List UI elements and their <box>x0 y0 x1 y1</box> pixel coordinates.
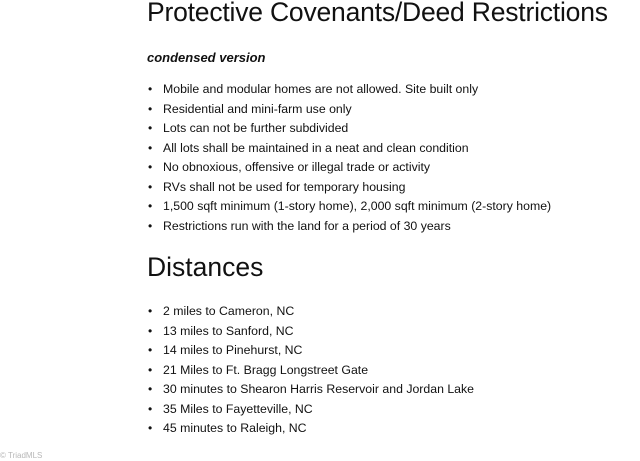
distance-text: 30 minutes to Shearon Harris Reservoir and Jordan Lake <box>163 382 475 396</box>
list-item <box>147 341 474 361</box>
covenants-heading: Protective Covenants/Deed Restrictions <box>147 0 608 27</box>
bullet-icon: • <box>148 121 153 135</box>
restriction-text: Restrictions run with the land for a period of 30 years <box>163 218 451 233</box>
list-item <box>147 361 474 381</box>
list-item <box>147 302 474 322</box>
distances-list <box>147 302 474 439</box>
bullet-icon: • <box>148 140 153 155</box>
list-item <box>147 400 474 420</box>
list-item <box>147 119 551 139</box>
mls-watermark: © TriadMLS <box>0 451 43 460</box>
restriction-text: 1,500 sqft minimum (1-story home), 2,000 sqft minimum (2-story home) <box>163 199 552 213</box>
bullet-icon: • <box>148 323 153 338</box>
list-item <box>147 178 551 198</box>
bullet-icon: • <box>148 421 153 435</box>
distance-text: 21 Miles to Ft. Bragg Longstreet Gate <box>163 362 369 377</box>
bullet-icon: • <box>148 82 153 96</box>
restriction-text: Mobile and modular homes are not allowed. Site built only <box>163 82 479 96</box>
distance-text: 13 miles to Sanford, NC <box>163 323 294 338</box>
restriction-text: Lots can not be further subdivided <box>163 121 349 135</box>
list-item <box>147 158 551 178</box>
bullet-icon: • <box>148 218 153 233</box>
distance-text: 14 miles to Pinehurst, NC <box>163 343 303 357</box>
list-item <box>147 80 551 100</box>
list-item <box>147 139 551 159</box>
restrictions-list <box>147 80 551 236</box>
condensed-version-subtitle: condensed version <box>147 50 266 65</box>
list-item <box>147 322 474 342</box>
bullet-icon: • <box>148 382 153 396</box>
restriction-text: No obnoxious, offensive or illegal trade or activity <box>163 160 431 174</box>
distance-text: 45 minutes to Raleigh, NC <box>163 421 307 435</box>
list-item <box>147 100 551 120</box>
list-item <box>147 217 551 237</box>
bullet-icon: • <box>148 362 153 377</box>
bullet-icon: • <box>148 179 153 194</box>
list-item <box>147 380 474 400</box>
bullet-icon: • <box>148 304 153 318</box>
distance-text: 2 miles to Cameron, NC <box>163 304 295 318</box>
distance-text: 35 Miles to Fayetteville, NC <box>163 401 313 416</box>
list-item <box>147 419 474 439</box>
bullet-icon: • <box>148 160 153 174</box>
restriction-text: All lots shall be maintained in a neat and clean condition <box>163 140 469 155</box>
restriction-text: RVs shall not be used for temporary housing <box>163 179 406 194</box>
bullet-icon: • <box>148 401 153 416</box>
distances-heading: Distances <box>147 252 264 282</box>
bullet-icon: • <box>148 101 153 116</box>
list-item <box>147 197 551 217</box>
restriction-text: Residential and mini-farm use only <box>163 101 352 116</box>
bullet-icon: • <box>148 199 153 213</box>
bullet-icon: • <box>148 343 153 357</box>
